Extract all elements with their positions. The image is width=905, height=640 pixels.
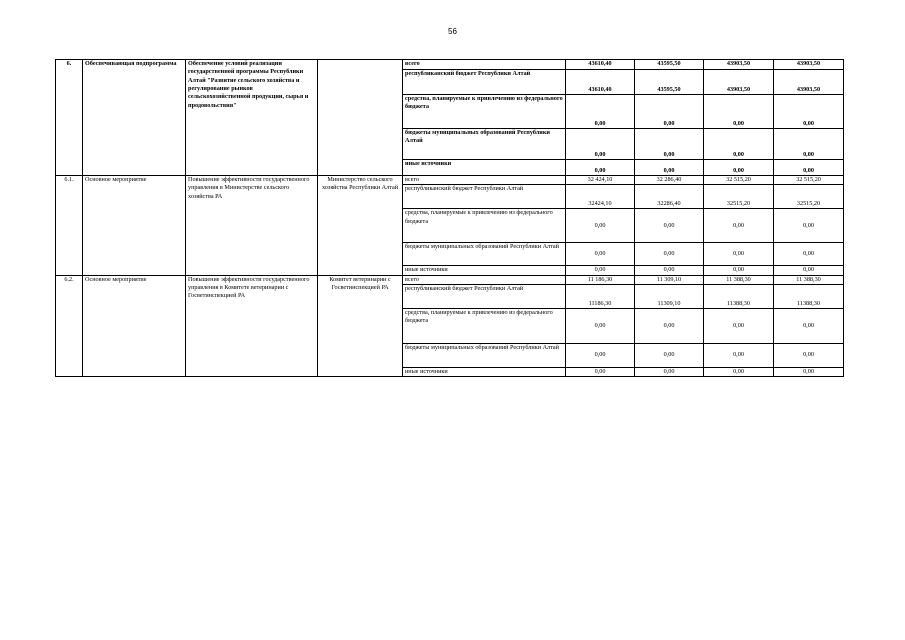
- source-label: республиканский бюджет Республики Алтай: [403, 185, 566, 209]
- amount-cell: 0,00: [774, 309, 844, 344]
- amount-cell: 11388,30: [774, 285, 844, 309]
- amount-cell: 11186,30: [566, 285, 635, 309]
- amount-cell: 0,00: [566, 243, 635, 266]
- amount-cell: 0,00: [704, 368, 774, 377]
- source-label: средства, планируемые к привлечению из федерального бюджета: [403, 95, 566, 129]
- amount-cell: 32286,40: [635, 185, 704, 209]
- amount-cell: 0,00: [774, 243, 844, 266]
- amount-cell: 43903,50: [704, 70, 774, 95]
- amount-cell: 0,00: [635, 129, 704, 160]
- amount-cell: 0,00: [774, 129, 844, 160]
- amount-cell: 43595,50: [635, 60, 704, 70]
- amount-cell: 32 515,20: [704, 176, 774, 185]
- source-label: средства, планируемые к привлечению из федерального бюджета: [403, 209, 566, 243]
- amount-cell: 11 388,30: [774, 275, 844, 284]
- amount-cell: 0,00: [704, 344, 774, 368]
- amount-cell: 11309,10: [635, 285, 704, 309]
- source-label: республиканский бюджет Республики Алтай: [403, 70, 566, 95]
- row-number: 6.1.: [56, 176, 83, 276]
- amount-cell: 0,00: [774, 368, 844, 377]
- source-label: иные источники: [403, 160, 566, 176]
- source-label: всего: [403, 176, 566, 185]
- amount-cell: 0,00: [566, 209, 635, 243]
- amount-cell: 32424,10: [566, 185, 635, 209]
- amount-cell: 32 286,40: [635, 176, 704, 185]
- amount-cell: 0,00: [566, 129, 635, 160]
- amount-cell: 11 388,30: [704, 275, 774, 284]
- row-number: 6.: [56, 60, 83, 176]
- amount-cell: 43903,50: [774, 60, 844, 70]
- amount-cell: 0,00: [704, 209, 774, 243]
- row-kind: Основное мероприятие: [83, 176, 186, 276]
- amount-cell: 0,00: [704, 309, 774, 344]
- funding-table: [55, 59, 844, 377]
- page-number: 56: [448, 27, 457, 36]
- amount-cell: 0,00: [566, 160, 635, 176]
- amount-cell: 0,00: [704, 266, 774, 275]
- amount-cell: 0,00: [704, 95, 774, 129]
- amount-cell: 0,00: [566, 368, 635, 377]
- amount-cell: 32515,20: [774, 185, 844, 209]
- amount-cell: 0,00: [635, 160, 704, 176]
- amount-cell: 43903,50: [774, 70, 844, 95]
- amount-cell: 43595,50: [635, 70, 704, 95]
- amount-cell: 0,00: [704, 243, 774, 266]
- source-label: республиканский бюджет Республики Алтай: [403, 285, 566, 309]
- amount-cell: 0,00: [635, 95, 704, 129]
- source-label: бюджеты муниципальных образований Республики Алтай: [403, 344, 566, 368]
- row-executor: Комитет ветеринарии с Госветинспекцией РА: [318, 275, 403, 377]
- amount-cell: 11 186,30: [566, 275, 635, 284]
- table-row: [56, 176, 844, 185]
- amount-cell: 0,00: [774, 266, 844, 275]
- amount-cell: 0,00: [704, 129, 774, 160]
- source-label: средства, планируемые к привлечению из федерального бюджета: [403, 309, 566, 344]
- amount-cell: 43903,50: [704, 60, 774, 70]
- table-row: [56, 275, 844, 284]
- source-label: бюджеты муниципальных образований Республики Алтай: [403, 129, 566, 160]
- amount-cell: 0,00: [774, 95, 844, 129]
- row-name: Повышение эффективности государственного управления в Комитете ветеринарии с Госветинспекцией РА: [186, 275, 318, 377]
- amount-cell: 0,00: [635, 209, 704, 243]
- amount-cell: 0,00: [635, 368, 704, 377]
- amount-cell: 0,00: [635, 344, 704, 368]
- amount-cell: 0,00: [635, 243, 704, 266]
- row-number: 6.2.: [56, 275, 83, 377]
- amount-cell: 0,00: [774, 344, 844, 368]
- row-kind: Обеспечивающая подпрограмма: [83, 60, 186, 176]
- amount-cell: 32 424,10: [566, 176, 635, 185]
- source-label: всего: [403, 275, 566, 284]
- source-label: иные источники: [403, 266, 566, 275]
- amount-cell: 0,00: [774, 209, 844, 243]
- amount-cell: 43610,40: [566, 70, 635, 95]
- table-row: [56, 60, 844, 70]
- row-executor: Министерство сельского хозяйства Республики Алтай: [318, 176, 403, 276]
- source-label: бюджеты муниципальных образований Республики Алтай: [403, 243, 566, 266]
- row-name: Обеспечение условий реализации государственной программы Республики Алтай "Развитие сельского хозяйства и регулирование рынков сельскохозяйственной продукции, сырья и продовольствия": [186, 60, 318, 176]
- amount-cell: 0,00: [566, 266, 635, 275]
- row-kind: Основное мероприятие: [83, 275, 186, 377]
- amount-cell: 11388,30: [704, 285, 774, 309]
- amount-cell: 32515,20: [704, 185, 774, 209]
- row-name: Повышение эффективности государственного управления в Министерстве сельского хозяйства РА: [186, 176, 318, 276]
- amount-cell: 11 309,10: [635, 275, 704, 284]
- amount-cell: 43610,40: [566, 60, 635, 70]
- amount-cell: 0,00: [635, 266, 704, 275]
- source-label: всего: [403, 60, 566, 70]
- amount-cell: 0,00: [635, 309, 704, 344]
- amount-cell: 32 515,20: [774, 176, 844, 185]
- amount-cell: 0,00: [774, 160, 844, 176]
- amount-cell: 0,00: [566, 95, 635, 129]
- row-executor: [318, 60, 403, 176]
- amount-cell: 0,00: [566, 309, 635, 344]
- amount-cell: 0,00: [566, 344, 635, 368]
- source-label: иные источники: [403, 368, 566, 377]
- amount-cell: 0,00: [704, 160, 774, 176]
